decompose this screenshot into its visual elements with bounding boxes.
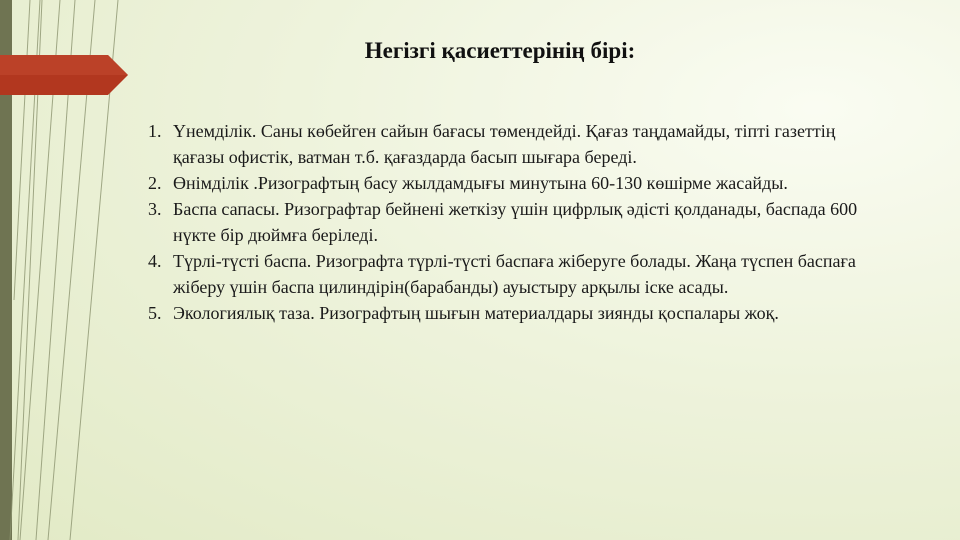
list-item-number: 2. <box>148 173 162 193</box>
list-item-text: Үнемділік. Саны көбейген сайын бағасы төмендейді. Қағаз таңдамайды, тіпті газеттің қағазы офистік, ватман т.б. қағаздарда басып шығара береді. <box>173 121 836 167</box>
list-item <box>145 196 885 248</box>
list-item <box>145 248 885 300</box>
list-item-number: 5. <box>148 303 162 323</box>
list-item-text: Өнімділік .Ризографтың басу жылдамдығы минутына 60-130 көшірме жасайды. <box>173 173 788 193</box>
list-item-text: Баспа сапасы. Ризографтар бейнені жеткізу үшін цифрлық әдісті қолданады, баспада 600 нүкте бір дюймға беріледі. <box>173 199 858 245</box>
properties-list <box>145 118 885 326</box>
list-item-number: 4. <box>148 251 162 271</box>
list-item <box>145 300 885 326</box>
slide-title: Негізгі қасиеттерінің бірі: <box>364 38 636 63</box>
list-item <box>145 170 885 196</box>
list-item <box>145 118 885 170</box>
list-item-text: Экологиялық таза. Ризографтың шығын материалдары зиянды қоспалары жоқ. <box>173 303 779 323</box>
list-item-number: 3. <box>148 199 162 219</box>
list-item-text: Түрлі-түсті баспа. Ризографта түрлі-түсті баспаға жіберуге болады. Жаңа түспен баспаға жіберу үшін баспа цилиндірін(барабанды) ауыстыру арқылы іске асады. <box>173 251 856 297</box>
list-item-number: 1. <box>148 121 162 141</box>
